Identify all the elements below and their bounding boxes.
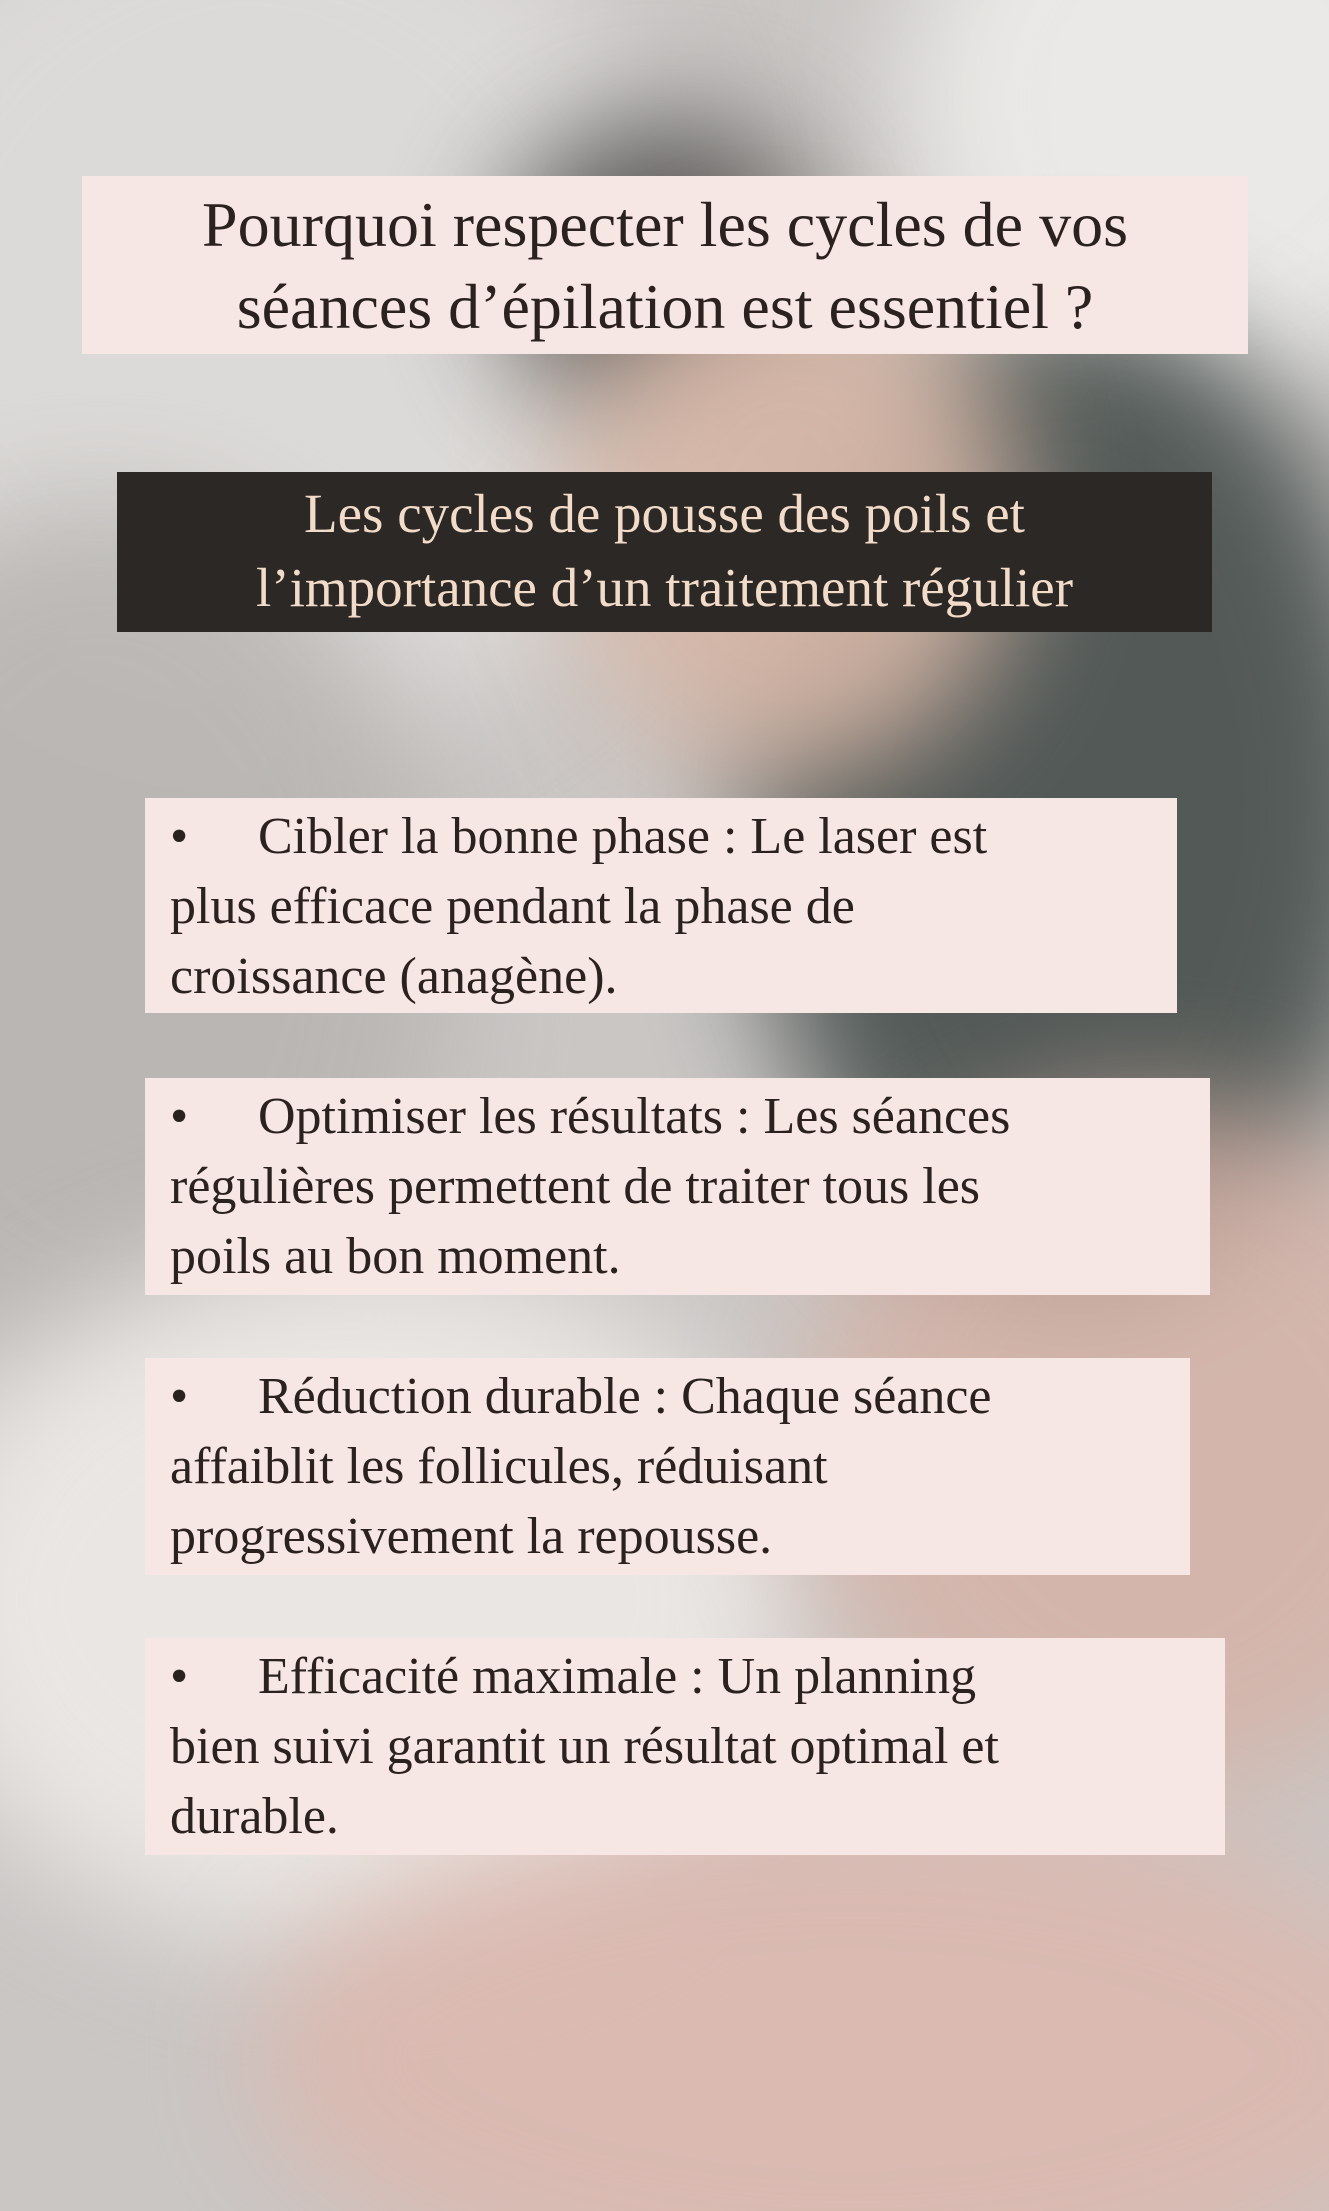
bullet-text: Efficacité maximale : Un planning bbox=[258, 1648, 977, 1705]
bullet-text: croissance (anagène). bbox=[170, 948, 618, 1005]
subtitle-line: Les cycles de pousse des poils et bbox=[304, 483, 1025, 544]
bullet-text: bien suivi garantit un résultat optimal et bbox=[170, 1718, 999, 1775]
bullet-mark: • bbox=[170, 1088, 189, 1145]
bullet-text: Optimiser les résultats : Les séances bbox=[258, 1088, 1011, 1145]
bullet-text: poils au bon moment. bbox=[170, 1228, 621, 1285]
bullet-text: régulières permettent de traiter tous les bbox=[170, 1158, 981, 1215]
bullet-text: Cibler la bonne phase : Le laser est bbox=[258, 808, 988, 865]
bullet-item bbox=[145, 798, 1177, 1013]
bullet-text: affaiblit les follicules, réduisant bbox=[170, 1438, 828, 1495]
bullet-text: progressivement la repousse. bbox=[170, 1508, 773, 1565]
bullet-mark: • bbox=[170, 1368, 189, 1425]
bullet-item bbox=[145, 1078, 1210, 1295]
bullet-text: durable. bbox=[170, 1788, 339, 1845]
bullet-item bbox=[145, 1358, 1190, 1575]
bullet-text: Réduction durable : Chaque séance bbox=[258, 1368, 992, 1425]
bullet-mark: • bbox=[170, 1648, 189, 1705]
bullet-mark: • bbox=[170, 808, 189, 865]
title-line: Pourquoi respecter les cycles de vos bbox=[202, 189, 1128, 260]
bullet-item bbox=[145, 1638, 1225, 1855]
section-subtitle bbox=[117, 472, 1212, 632]
title-line: séances d’épilation est essentiel ? bbox=[236, 271, 1094, 342]
bullet-text: plus efficace pendant la phase de bbox=[170, 878, 855, 935]
page-title bbox=[82, 176, 1248, 354]
subtitle-line: l’importance d’un traitement régulier bbox=[255, 557, 1074, 618]
